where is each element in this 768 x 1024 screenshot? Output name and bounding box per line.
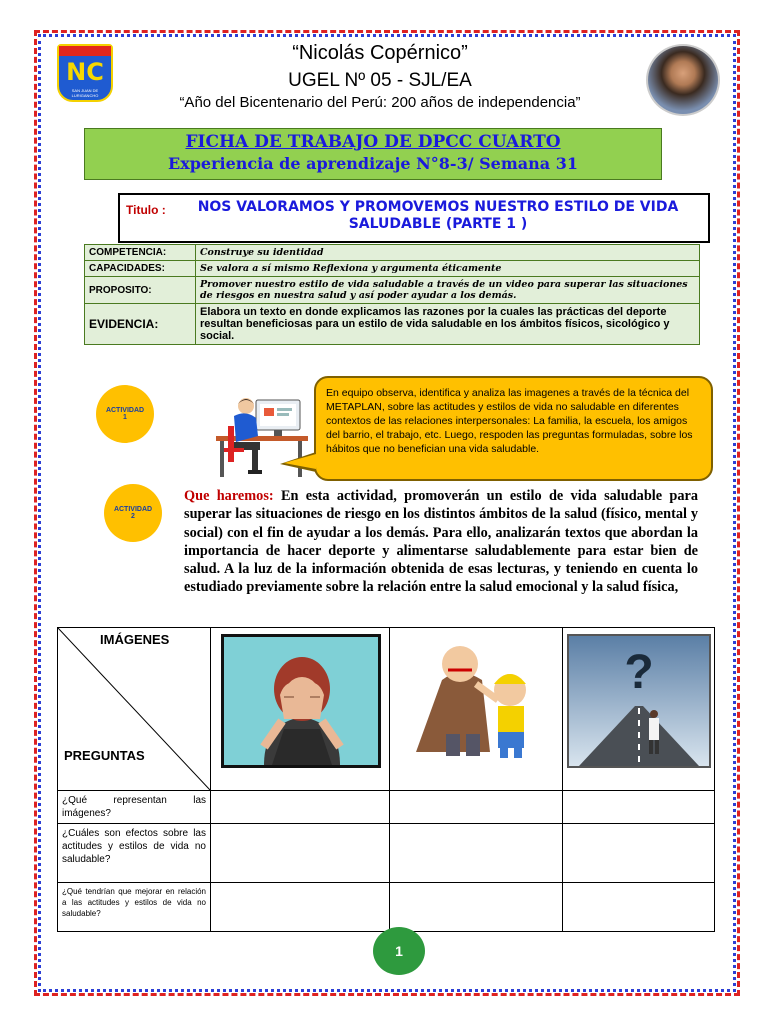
competencia-label: COMPETENCIA:	[85, 245, 196, 261]
page-number: 1	[373, 927, 425, 975]
diagonal-divider	[58, 628, 210, 790]
answer-1-3[interactable]	[563, 791, 715, 824]
svg-text:?: ?	[624, 646, 654, 699]
actividad-2-badge	[104, 484, 162, 542]
titulo-box	[118, 193, 710, 243]
question-1: ¿Qué representan las imágenes?	[58, 791, 211, 824]
actividad-2-number: 2	[131, 513, 135, 520]
proposito-value: Promover nuestro estilo de vida saludable a través de un video para superar las situaciones de riesgos en nuestra salud y así poder ayudar a los demás.	[196, 277, 700, 304]
ugel-line: UGEL Nº 05 - SJL/EA	[288, 70, 472, 91]
worksheet-title: FICHA DE TRABAJO DE DPCC CUARTO	[185, 132, 561, 152]
evidencia-value: Elabora un texto en donde explicamos las razones por la cuales las prácticas del deporte resultan beneficiosas para un estilo de vida saludable en los ámbitos físicos, sicológico y social.	[196, 304, 700, 345]
header-images-label: IMÁGENES	[100, 632, 170, 647]
crossroads-question-image	[567, 634, 711, 768]
actividad-1-badge	[96, 385, 154, 443]
capacidades-value: Se valora a sí mismo Reflexiona y argumenta éticamente	[196, 261, 700, 277]
distressed-woman-image	[221, 634, 381, 768]
answer-1-2[interactable]	[390, 791, 563, 824]
answer-3-2[interactable]	[390, 883, 563, 932]
image-cell-2	[390, 628, 563, 791]
answer-2-1[interactable]	[211, 824, 390, 883]
logo-foot: SAN JUAN DE LURIGANCHO	[71, 88, 99, 98]
answer-2-3[interactable]	[563, 824, 715, 883]
actividad-1-label: ACTIVIDAD	[105, 407, 145, 414]
answer-1-1[interactable]	[211, 791, 390, 824]
answer-3-1[interactable]	[211, 883, 390, 932]
capacidades-label: CAPACIDADES:	[85, 261, 196, 277]
actividad-2-label: ACTIVIDAD	[113, 506, 153, 513]
question-3: ¿Qué tendrían que mejorar en relación a las actitudes y estilos de vida no saludable?	[58, 883, 211, 932]
activity-description-text: En esta actividad, promoverán un estilo de vida saludable para superar las situaciones de riesgo en los distintos ámbitos de la salud (físico, mental y social) con el fin de ayudar a los demás. Para ello, analizarán textos que abordan la importancia de hacer deporte y alimentarse saludablemente para estar bien de salud. A la luz de la información obtenida de esas lecturas, y teniendo en cuenta lo estudiado previamente sobre la relación entre la salud emocional y la salud física,	[184, 488, 698, 596]
actividad-1-number: 1	[123, 414, 127, 421]
question-2: ¿Cuáles son efectos sobre las actitudes y estilos de vida no saludable?	[58, 824, 211, 883]
header-questions-label: PREGUNTAS	[64, 748, 145, 763]
evidencia-label: EVIDENCIA:	[85, 304, 196, 345]
speech-bubble-tail-fill	[284, 454, 316, 469]
bullying-cartoon-image	[402, 634, 548, 762]
image-cell-1	[211, 628, 390, 791]
grid-header-cell	[58, 628, 211, 791]
proposito-label: PROPOSITO:	[85, 277, 196, 304]
titulo-text: NOS VALORAMOS Y PROMOVEMOS NUESTRO ESTILO DE VIDA SALUDABLE (PARTE 1 )	[197, 199, 679, 232]
year-motto: “Año del Bicentenario del Perú: 200 años de independencia”	[179, 94, 581, 111]
que-haremos-label: Que haremos:	[184, 488, 274, 504]
info-table	[84, 244, 700, 345]
image-cell-3	[563, 628, 715, 791]
worksheet-title-box	[84, 128, 662, 180]
activity-description	[184, 487, 698, 597]
answer-2-2[interactable]	[390, 824, 563, 883]
experience-line: Experiencia de aprendizaje N°8-3/ Semana 31	[168, 154, 578, 173]
questions-grid	[57, 627, 715, 932]
answer-3-3[interactable]	[563, 883, 715, 932]
titulo-label: Titulo :	[126, 203, 166, 217]
competencia-value: Construye su identidad	[196, 245, 700, 261]
copernicus-portrait	[646, 44, 720, 116]
instruction-speech-bubble: En equipo observa, identifica y analiza las imagenes a través de la técnica del METAPLAN, sobre las actitudes y estilos de vida no saludable en diferentes contextos de las relaciones interpersonales: La familia, la escuela, los amigos del barrio, el trabajo, etc. Luego, respoden las preguntas formuladas, sobre los hábitos que no benefician una vida saludable.	[314, 376, 713, 481]
school-name: “Nicolás Copérnico”	[292, 42, 468, 64]
logo-text: NC	[66, 58, 104, 86]
school-logo	[57, 44, 113, 102]
